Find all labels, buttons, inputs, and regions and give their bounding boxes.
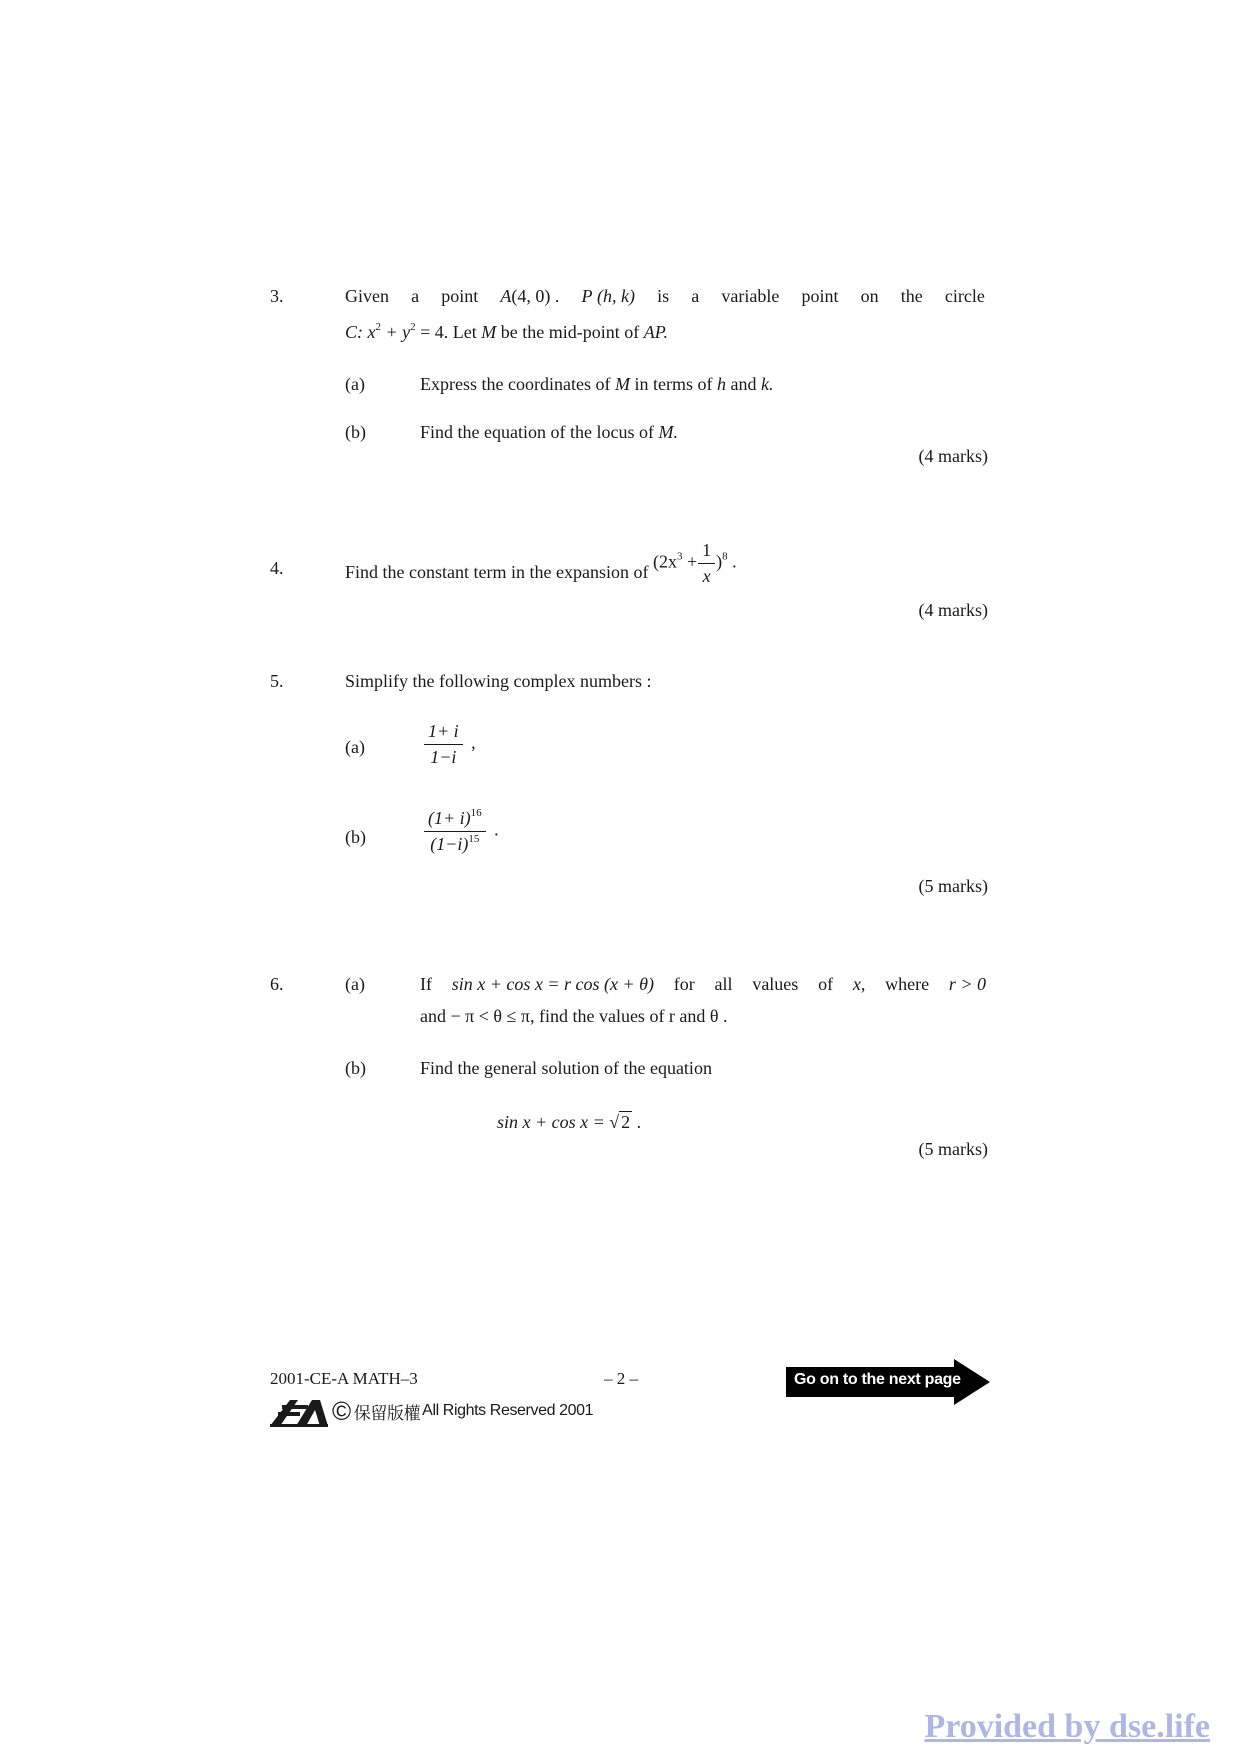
question-5-marks: (5 marks) [918,876,988,896]
question-3-line-2: C: $x^2 + y^2 = 4$. Let M be the mid-point of AP. [345,321,668,342]
page-number: – 2 – [604,1369,638,1388]
q6-word: all [714,974,733,994]
paper-code: 2001-CE-A MATH–3 [270,1369,418,1388]
q6-identity: sin x + cos x = r cos (x + θ) [451,974,655,994]
q3-word: a [691,286,700,306]
question-5b-expression: $\frac{(1+ i)^{16}}{(1-i)^{15}}$ . [420,808,499,855]
question-6a-line-2: and − π < θ ≤ π, find the values of r and θ . [420,1006,728,1026]
q3-word: circle [944,286,985,306]
q3-word: Given [345,286,389,306]
q3-word: point [801,286,839,306]
question-6b-label: (b) [345,1058,366,1078]
q4-expression: ($2x^3$ + $\frac{1}{x}$ )$^8$ . [652,540,737,586]
q3-point-p: P (h, k) [581,286,635,306]
q6-condition: r > 0 [948,974,986,994]
q3-word: a [411,286,420,306]
copyright-icon: © [332,1396,351,1426]
next-page-arrow [786,1359,990,1405]
question-3-line-1 [345,286,985,307]
question-6-number: 6. [270,974,284,994]
question-4-number: 4. [270,558,284,578]
q3-word: the [900,286,923,306]
question-5-number: 5. [270,671,284,691]
question-6b-equation: sin x + cos x = √ 2 . [497,1112,642,1132]
q6-word: values [752,974,799,994]
question-3a-text: Express the coordinates of M in terms of h and k. [420,374,774,394]
question-4-marks: (4 marks) [918,600,988,620]
question-4-text: Find the constant term in the expansion of ($2x^3$ + $\frac{1}{x}$ )$^8$ . [345,540,737,586]
question-6b-text: Find the general solution of the equation [420,1058,712,1078]
question-3-marks: (4 marks) [918,446,988,466]
q3-point-a: A(4, 0) . [500,286,560,306]
q6-word: x, [852,974,866,994]
rights-english: All Rights Reserved 2001 [422,1402,594,1419]
q6-word: If [420,974,432,994]
question-3-number: 3. [270,286,284,306]
q6-word: for [673,974,695,994]
q3-word: on [860,286,879,306]
sqrt-symbol: √ 2 [609,1112,631,1132]
question-6a-label: (a) [345,974,365,994]
question-3b-label: (b) [345,422,366,442]
watermark-link[interactable]: Provided by dse.life [924,1708,1210,1745]
question-5a-label: (a) [345,737,365,757]
q6-word: where [885,974,930,994]
question-6a-line-1 [420,974,986,995]
q3-word: is [657,286,670,306]
next-page-label: Go on to the next page [794,1371,961,1388]
question-3a-label: (a) [345,374,365,394]
question-5b-label: (b) [345,827,366,847]
question-5-text: Simplify the following complex numbers : [345,671,652,691]
question-6-marks: (5 marks) [918,1139,988,1159]
hkeaa-logo [268,1396,330,1433]
q3-word: point [441,286,479,306]
question-5a-expression: $\frac{1+ i}{1-i}$ , [420,721,476,768]
copyright-line [332,1398,593,1424]
q6-word: of [818,974,834,994]
rights-chinese: 保留版權 [353,1403,421,1424]
question-3b-text: Find the equation of the locus of M. [420,422,678,442]
q3-word: variable [721,286,780,306]
